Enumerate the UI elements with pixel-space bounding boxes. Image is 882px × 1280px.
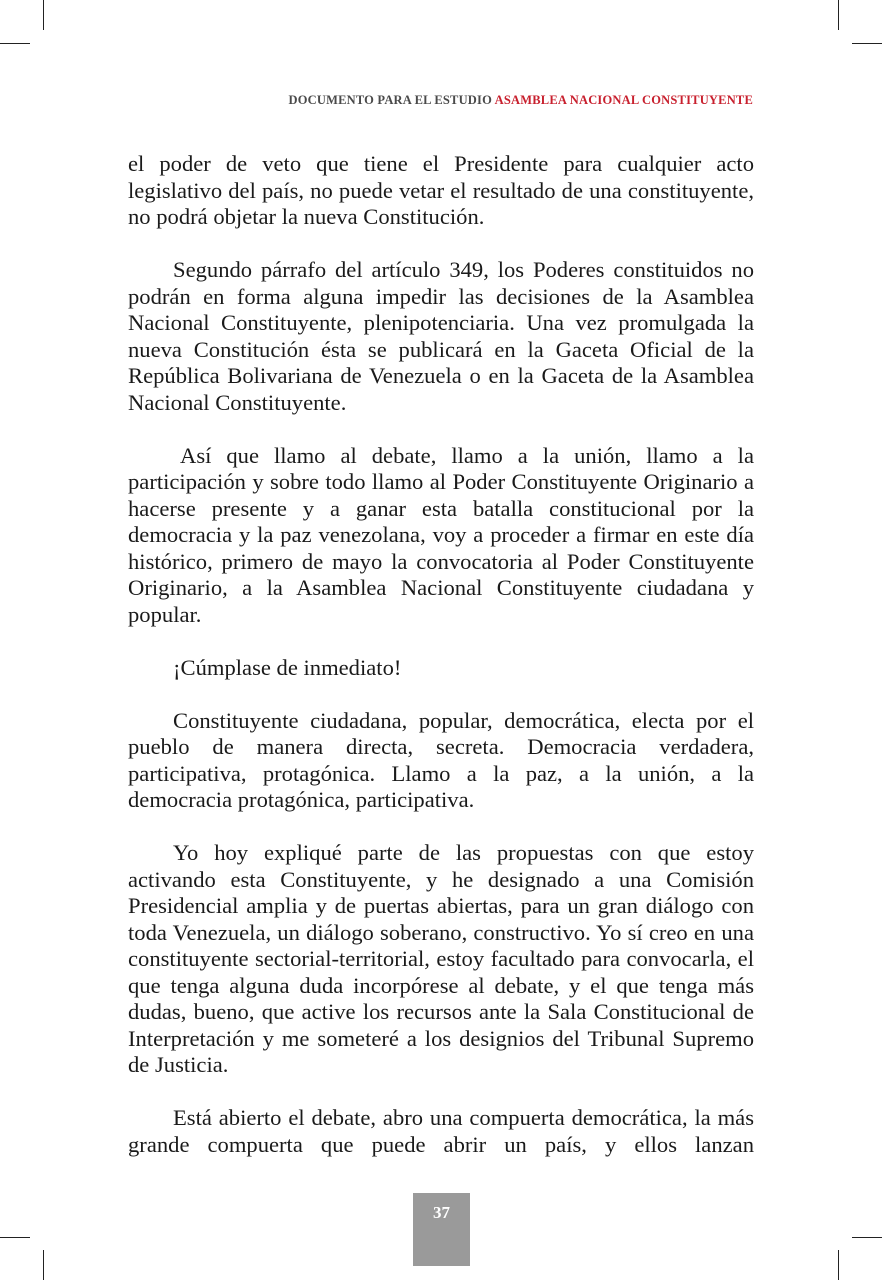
running-header xyxy=(288,93,753,108)
paragraph-5: Constituyente ciudadana, popular, democrática, electa por el pueblo de manera directa, secreta. Democracia verdadera, participativa, protagónica. Llamo a la paz, a la unión, a la democracia protagónica, participativa. xyxy=(128,707,754,812)
crop-mark-bottom-left-horizontal xyxy=(0,1237,30,1238)
header-title: ASAMBLEA NACIONAL CONSTITUYENTE xyxy=(494,93,753,107)
paragraph-7: Está abierto el debate, abro una compuerta democrática, la más grande compuerta que puede abrir un país, y ellos lanzan xyxy=(128,1105,754,1157)
crop-mark-top-left-horizontal xyxy=(0,43,30,44)
crop-mark-bottom-right-vertical xyxy=(838,1250,839,1280)
crop-mark-top-right-vertical xyxy=(838,0,839,30)
header-prefix: DOCUMENTO PARA EL ESTUDIO xyxy=(288,93,493,107)
page-number-box xyxy=(413,1193,470,1266)
paragraph-3: Así que llamo al debate, llamo a la unión, llamo a la participación y sobre todo llamo al Poder Constituyente Originario a hacerse presente y a ganar esta batalla constitucional por la democracia y la paz venezolana, voy a proceder a firmar en este día histórico, primero de mayo la convocatoria al Poder Constituyente Originario, a la Asamblea Nacional Constituyente ciudadana y popular. xyxy=(128,442,754,627)
paragraph-1: el poder de veto que tiene el Presidente para cualquier acto legislativo del país, no puede vetar el resultado de una constituyente, no podrá objetar la nueva Constitución. xyxy=(128,151,754,229)
crop-mark-top-right-horizontal xyxy=(852,43,882,44)
paragraph-6: Yo hoy expliqué parte de las propuestas con que estoy activando esta Constituyente, y he designado a una Comisión Presidencial amplia y de puertas abiertas, para un gran diálogo con toda Venezuela, un diálogo soberano, constructivo. Yo sí creo en una constituyente sectorial-territorial, estoy facultado para convocarla, el que tenga alguna duda incorpórese al debate, y el que tenga más dudas, bueno, que active los recursos ante la Sala Constitucional de Interpretación y me someteré a los designios del Tribunal Supremo de Justicia. xyxy=(128,840,754,1077)
crop-mark-bottom-right-horizontal xyxy=(852,1237,882,1238)
crop-mark-top-left-vertical xyxy=(43,0,44,30)
paragraph-4: ¡Cúmplase de inmediato! xyxy=(173,654,402,680)
page-number: 37 xyxy=(433,1203,450,1222)
paragraph-2: Segundo párrafo del artículo 349, los Poderes constituidos no podrán en forma alguna impedir las decisiones de la Asamblea Nacional Constituyente, plenipotenciaria. Una vez promulgada la nueva Constitución ésta se publicará en la Gaceta Oficial de la República Bolivariana de Venezuela o en la Gaceta de la Asamblea Nacional Constituyente. xyxy=(128,257,754,415)
body-text xyxy=(128,151,754,1158)
crop-mark-bottom-left-vertical xyxy=(43,1250,44,1280)
